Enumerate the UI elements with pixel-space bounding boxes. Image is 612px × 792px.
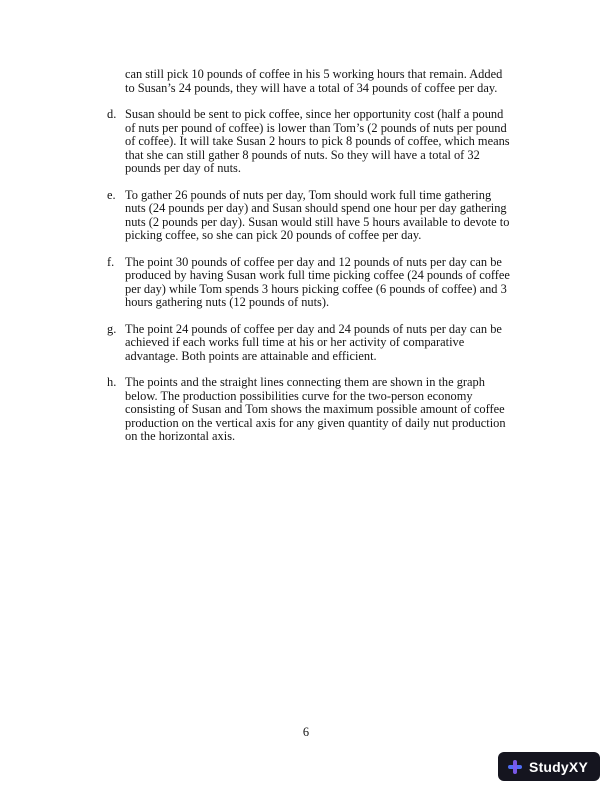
list-item-e (107, 189, 513, 243)
brand-name: StudyXY (529, 758, 588, 775)
list-item-h (107, 376, 513, 444)
list-item-g (107, 323, 513, 364)
page-content (107, 68, 513, 457)
list-item-text: The points and the straight lines connecting them are shown in the graph below. The production possibilities curve for the two-person economy consisting of Susan and Tom shows the maximum possible amount of coffee production on the vertical axis for any given quantity of daily nut production on the horizontal axis. (125, 375, 506, 443)
list-marker: h. (107, 375, 117, 389)
list-item-text: The point 24 pounds of coffee per day and 24 pounds of nuts per day can be achieved if each works full time at his or her activity of comparative advantage. Both points are attainable and efficient. (125, 321, 502, 363)
studyxy-logo (498, 752, 600, 781)
list-item-text: To gather 26 pounds of nuts per day, Tom should work full time gathering nuts (24 pounds per day) and Susan should spend one hour per day gathering nuts (2 pounds per day). Susan would still have 5 hours available to devote to picking coffee, so she can pick 20 pounds of coffee per day. (125, 187, 510, 242)
list-marker: d. (107, 107, 117, 121)
list-item-text: Susan should be sent to pick coffee, since her opportunity cost (half a pound of nuts per pound of coffee) is lower than Tom’s (2 pounds of nuts per pound of coffee). It will take Susan 2 hours to pick 8 pounds of coffee, which means that she can still gather 8 pounds of nuts. So they will have a total of 32 pounds per day of nuts. (125, 107, 510, 175)
list-item-text: The point 30 pounds of coffee per day and 12 pounds of nuts per day can be produced by having Susan work full time picking coffee (24 pounds of coffee per day) while Tom spends 3 hours picking coffee (6 pounds of coffee) and 3 hours gathering nuts (12 pounds of nuts). (125, 254, 510, 309)
list-marker: f. (107, 254, 115, 269)
list-item-d (107, 108, 513, 176)
list-marker: e. (107, 187, 116, 202)
paragraph-continuation: can still pick 10 pounds of coffee in his 5 working hours that remain. Added to Susan’s 24 pounds, they will have a total of 34 pounds of coffee per day. (125, 67, 503, 95)
list-item-f (107, 256, 513, 310)
page-number: 6 (302, 725, 310, 739)
list-marker: g. (107, 321, 117, 336)
plus-icon (508, 760, 522, 774)
